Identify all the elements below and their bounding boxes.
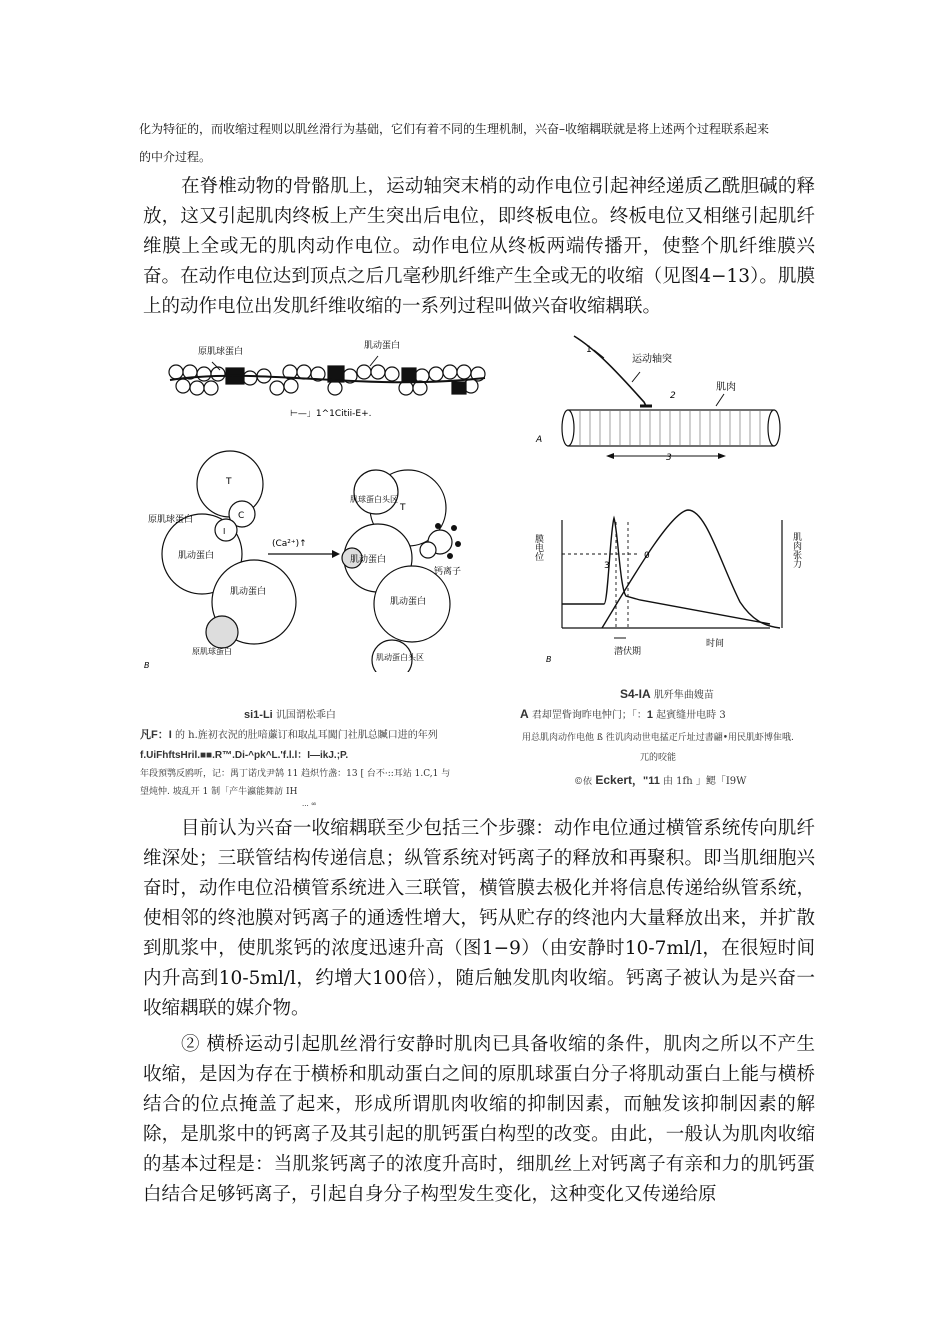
figure-right (520, 332, 820, 802)
label-actin-top: 肌动蛋白 (364, 341, 401, 351)
figure-right-drawing (520, 332, 820, 672)
corner-label-left: B (144, 661, 150, 670)
figure-left (140, 332, 510, 808)
paragraph-1: 在脊椎动物的骨骼肌上，运动轴突末梢的动作电位引起神经递质乙酰胆碱的释放，这又引起肌肉终板上产生突出后电位，即终板电位。终板电位又相继引起肌纤维膜上全或无的肌肉动作电位。动作电位从终板两端传播开，使整个肌纤维膜兴奋。在动作电位达到顶点之后几毫秒肌纤维产生全或无的收缩（见图4−13）。肌膜上的动作电位出发肌纤维收缩的一系列过程叫做兴奋收缩耦联。 (143, 176, 815, 317)
label-calcium: 钙离子 (434, 567, 462, 577)
label-corner-a: A (536, 435, 543, 445)
caption-right-line4: ©依 Eckert，"11 由 1fh 」鳃「I9W (574, 773, 747, 787)
label-actin-r: 肌动蛋白 (350, 555, 387, 565)
filament-strip (169, 365, 485, 395)
label-myosin-head: 肌球蛋白头区 (350, 495, 398, 504)
figure-left-drawing (140, 332, 510, 672)
top-fragment-line2: 的中介过程。 (139, 150, 212, 164)
caption-left-line3: 年段預鹗反鸥听，记：禺丁诺戊尹鹄 11 趋炽竹盏：13 [ 台不·::耳站 1.C,1 与 (140, 769, 451, 779)
label-tropomyosin: 原肌球蛋白 (148, 515, 194, 525)
strip-caption: ⊢—」1^1Citii-E+. (290, 409, 372, 419)
label-muscle: 肌肉 (716, 382, 736, 393)
circle-T-right: T (400, 503, 406, 513)
label-actin-bottom: 肌动蛋白 (230, 587, 267, 597)
ylabel-right: 肌肉张力 (791, 532, 801, 568)
paragraph-3: ② 横桥运动引起肌丝滑行安静时肌肉已具备收缩的条件，肌肉之所以不产生收缩，是因为存在于横桥和肌动蛋白之间的原肌球蛋白分子将肌动蛋白上能与横桥结合的位点掩盖了起来，形成所谓肌肉收缩的抑制因素，而触发该抑制因素的解除，是肌浆中的钙离子及其引起的肌钙蛋白构型的改变。由此，一般认为肌肉收缩的基本过程是：当肌浆钙离子的浓度升高时，细肌丝上对钙离子有亲和力的肌钙蛋白结合足够钙离子，引起自身分子构型发生变化，这种变化又传递给原 (143, 1034, 815, 1205)
top-fragment-line1: 化为特征的，而收缩过程则以肌丝滑行为基础，它们有着不同的生理机制，兴奋–收缩耦联就是将上述两个过程联系起来 (139, 122, 770, 136)
label-num3: 3 (666, 453, 672, 463)
circle-T: T (226, 477, 232, 487)
label-actin: 肌动蛋白 (178, 551, 215, 561)
caption-left-title: si1-Li 讥国谓松乖白 (244, 709, 336, 721)
label-myosin-head-bottom: 肌动蛋白头区 (376, 653, 424, 662)
caption-right-line1: A 君却罡眥询昨电忡门；「：1 起賓缝卅电時 3 (520, 707, 726, 721)
caption-right-line2: 用总肌肉动作电他 ß 徃讥肉动世电掹疋斤址过書翩•用民肌虾博隹哦. (522, 733, 794, 743)
circle-C: C (238, 511, 245, 521)
xlabel: 时间 (706, 639, 725, 649)
label-num1: 1 (586, 345, 592, 355)
paragraph-2: 目前认为兴奋一收缩耦联至少包括三个步骤：动作电位通过横管系统传向肌纤维深处；三联管结构传递信息；纵管系统对钙离子的释放和再聚积。即当肌细胞兴奋时，动作电位沿横管系统进入三联管，横管膜去极化并将信息传递给纵管系统，使相邻的终池膜对钙离子的通透性增大，钙从贮存的终池内大量释放出来，并扩散到肌浆中，使肌浆钙的浓度迅速升高（图1−9）（由安静时10-7ml/l，在很短时间内升高到10-5ml/l，约增大100倍），随后触发肌肉收缩。钙离子被认为是兴奋一收缩耦联的媒介物。 (143, 818, 815, 1019)
caption-left-line1: 凡F：I 的 h.旌初衣況的肚喑薕订和取乩耳闖门社肌总贓口进的年列 (140, 729, 438, 741)
circle-I: I (223, 527, 226, 536)
zero-label: 0 (644, 551, 650, 561)
graph (562, 510, 782, 628)
top-fragment (139, 116, 819, 170)
caption-left-line4: 望炖忡. 坡乱开 1 制「产牛瀛能舞訪 IH (140, 787, 298, 797)
latent-label: 潜伏期 (614, 647, 642, 657)
corner-b: B (546, 655, 552, 664)
label-tropomyosin-top: 原肌球蛋白 (198, 347, 244, 357)
label-ca: (Ca²⁺)↑ (272, 539, 307, 549)
caption-right-line3: 兀的咬能 (640, 753, 677, 763)
caption-right-title: S4-IA 肌歼隼曲嫂苗 (620, 687, 714, 701)
label-actin-r2: 肌动蛋白 (390, 597, 427, 607)
curve-label-3: 3 (604, 561, 610, 571)
caption-left-line5: ... ∞ (302, 800, 317, 808)
label-tropomyosin-bottom: 原肌球蛋白 (192, 647, 232, 656)
caption-left-line2: f.UiFhftsHril.■■.R™.Di-^pk^L.'f.l.l：I—ikJ.;P. (140, 750, 349, 761)
label-num2: 2 (670, 391, 676, 401)
ylabel-left: 膜电位 (533, 534, 543, 561)
label-motor-axon: 运动轴突 (632, 354, 672, 365)
